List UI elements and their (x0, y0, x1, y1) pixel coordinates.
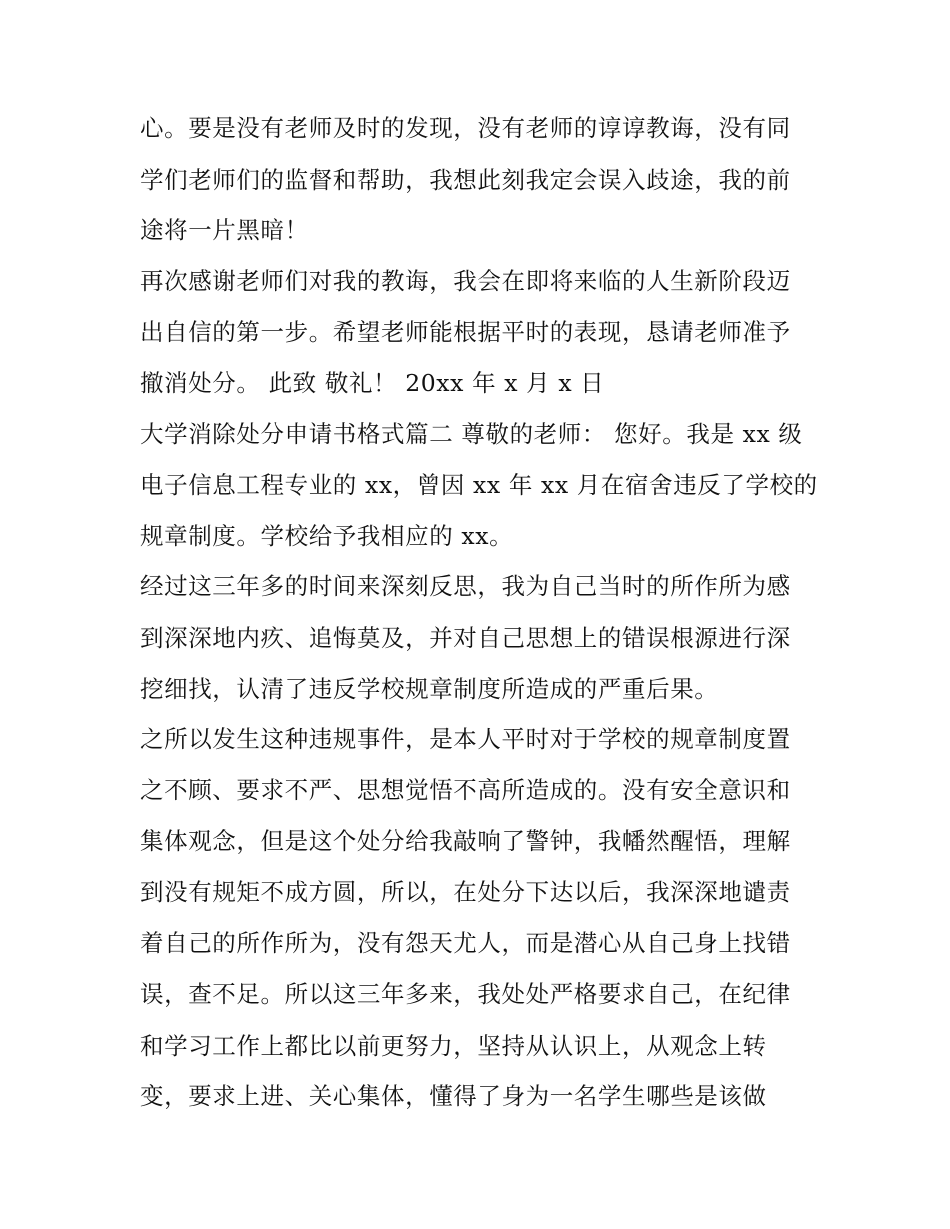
text-line: 到没有规矩不成方圆，所以，在处分下达以后，我深深地谴责 (140, 878, 791, 906)
text-line: 变，要求上进、关心集体，懂得了身为一名学生哪些是该做 (140, 1082, 767, 1110)
text-line: 途将一片黑暗！ (140, 216, 309, 244)
text-line: 再次感谢老师们对我的教诲，我会在即将来临的人生新阶段迈 (140, 267, 791, 295)
text-line: 出自信的第一步。希望老师能根据平时的表现，恳请老师准予 (140, 318, 791, 346)
text-line: 着自己的所作所为，没有怨天尤人，而是潜心从自己身上找错 (140, 929, 791, 957)
text-line: 集体观念，但是这个处分给我敲响了警钟，我幡然醒悟，理解 (140, 827, 791, 855)
text-line: 之所以发生这种违规事件，是本人平时对于学校的规章制度置 (140, 725, 791, 753)
text-line: 和学习工作上都比以前更努力，坚持从认识上，从观念上转 (140, 1032, 767, 1060)
text-line: 电子信息工程专业的 xx，曾因 xx 年 xx 月在宿舍违反了学校的 (140, 471, 818, 499)
text-line: 误，查不足。所以这三年多来，我处处严格要求自己，在纪律 (140, 980, 791, 1008)
text-line: 规章制度。学校给予我相应的 xx。 (140, 522, 514, 550)
text-line: 挖细找，认清了违反学校规章制度所造成的严重后果。 (140, 675, 719, 703)
text-line: 学们老师们的监督和帮助，我想此刻我定会误入歧途，我的前 (140, 166, 791, 194)
text-line: 到深深地内疚、追悔莫及，并对自己思想上的错误根源进行深 (140, 624, 791, 652)
text-line: 之不顾、要求不严、思想觉悟不高所造成的。没有安全意识和 (140, 776, 791, 804)
text-line: 大学消除处分申请书格式篇二 尊敬的老师： 您好。我是 xx 级 (140, 420, 803, 448)
text-line: 经过这三年多的时间来深刻反思，我为自己当时的所作所为感 (140, 572, 791, 600)
text-line: 心。要是没有老师及时的发现，没有老师的谆谆教诲，没有同 (140, 114, 791, 142)
text-line: 撤消处分。 此致 敬礼！ 20xx 年 x 月 x 日 (140, 369, 605, 397)
